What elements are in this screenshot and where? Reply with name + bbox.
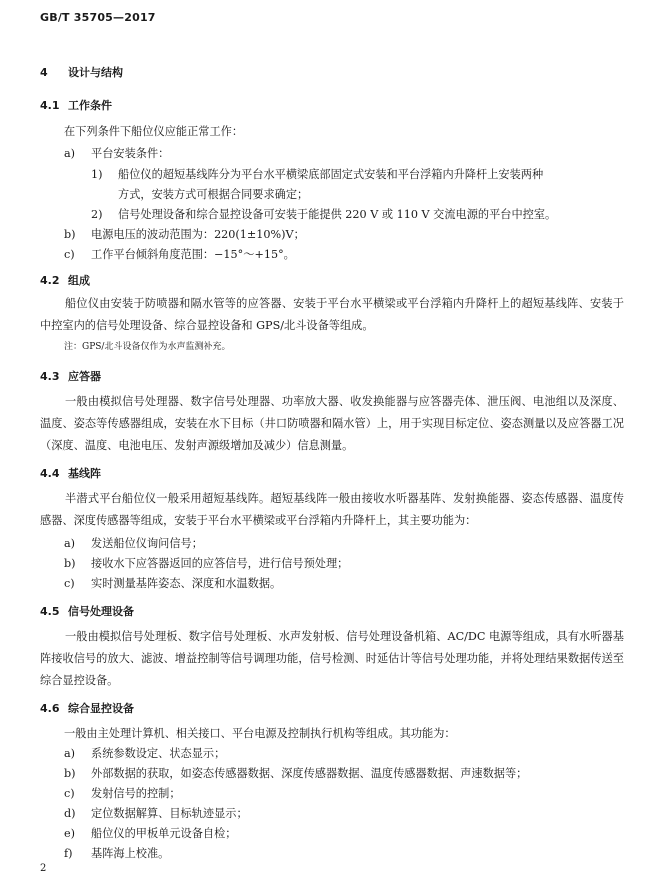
list-text: 系统参数设定、状态显示； xyxy=(91,747,226,760)
list-text: 发射信号的控制； xyxy=(91,787,181,800)
section-title: 信号处理设备 xyxy=(68,605,134,618)
list-marker: 1) xyxy=(91,168,103,181)
s43-paragraph: 一般由模拟信号处理器、数字信号处理器、功率放大器、收发换能器与应答器壳体、泄压阀、电池组以及深度、温度、姿态等传感器组成，安装在水下目标（井口防喷器和隔水管）上，用于实现目标定位、姿态测量以及应答器工况（深度、温度、电池电压、发射声源级增加及减少）信息测量。 xyxy=(40,395,624,452)
section-number: 4 xyxy=(40,66,48,79)
section-4-2-heading xyxy=(40,272,90,288)
section-number: 4.4 xyxy=(40,467,60,480)
s41-item-b xyxy=(64,227,624,243)
s41-item-a2 xyxy=(91,207,556,223)
s46-item xyxy=(64,746,624,762)
section-number: 4.6 xyxy=(40,702,60,715)
list-marker: e) xyxy=(64,827,75,840)
section-title: 工作条件 xyxy=(68,99,112,112)
list-marker: d) xyxy=(64,807,76,820)
list-text: 电源电压的波动范围为：220(1±10%)V； xyxy=(91,228,305,241)
list-marker: b) xyxy=(64,228,76,241)
list-marker: c) xyxy=(64,787,75,800)
list-marker: b) xyxy=(64,767,76,780)
list-text: 平台安装条件： xyxy=(91,147,170,160)
section-4-1-heading xyxy=(40,97,112,113)
list-marker: c) xyxy=(64,248,75,261)
list-marker: a) xyxy=(64,147,76,160)
list-text: 基阵海上校准。 xyxy=(91,847,170,860)
s42-paragraph: 船位仪由安装于防喷器和隔水管等的应答器、安装于平台水平横梁或平台浮箱内升降杆上的超短基线阵、安装于中控室内的信号处理设备、综合显控设备和 GPS/北斗设备等组成。 xyxy=(40,297,624,332)
s45-paragraph: 一般由模拟信号处理板、数字信号处理板、水声发射板、信号处理设备机箱、AC/DC 电源等组成，具有水听器基阵接收信号的放大、滤波、增益控制等信号调理功能，信号检测、时延估计等信号处理功能，并将处理结果数据传送至综合显控设备。 xyxy=(40,630,624,687)
list-text: 接收水下应答器返回的应答信号，进行信号预处理； xyxy=(91,557,349,570)
s44-item xyxy=(64,536,624,552)
s41-item-c xyxy=(64,247,624,263)
section-number: 4.3 xyxy=(40,370,60,383)
section-4-3-heading xyxy=(40,368,101,384)
s44-item xyxy=(64,556,624,572)
s46-item xyxy=(64,846,624,862)
list-text: 实时测量基阵姿态、深度和水温数据。 xyxy=(91,577,282,590)
s46-item xyxy=(64,826,624,842)
list-marker: 2) xyxy=(91,208,103,221)
section-number: 4.5 xyxy=(40,605,60,618)
list-marker: a) xyxy=(64,747,76,760)
section-4-4-heading xyxy=(40,465,101,481)
section-number: 4.2 xyxy=(40,274,60,287)
list-text: 定位数据解算、目标轨迹显示； xyxy=(91,807,248,820)
s46-intro: 一般由主处理计算机、相关接口、平台电源及控制执行机构等组成。其功能为： xyxy=(64,727,456,740)
s41-item-a xyxy=(64,146,624,162)
s46-item xyxy=(64,806,624,822)
s44-paragraph: 半潜式平台船位仪一般采用超短基线阵。超短基线阵一般由接收水听器基阵、发射换能器、姿态传感器、温度传感器、深度传感器等组成，安装于平台水平横梁或平台浮箱内升降杆上，其主要功能为： xyxy=(40,492,624,527)
list-text: 信号处理设备和综合显控设备可安装于能提供 220 V 或 110 V 交流电源的平台中控室。 xyxy=(118,208,557,221)
s41-item-a1-cont: 方式，安装方式可根据合同要求确定； xyxy=(118,188,309,201)
list-text: 船位仪的超短基线阵分为平台水平横梁底部固定式安装和平台浮箱内升降杆上安装两种 xyxy=(118,168,544,181)
s46-item xyxy=(64,786,624,802)
section-title: 基线阵 xyxy=(68,467,101,480)
list-marker: a) xyxy=(64,537,76,550)
list-marker: c) xyxy=(64,577,75,590)
section-4-heading xyxy=(40,64,123,80)
section-title: 综合显控设备 xyxy=(68,702,134,715)
document-header: GB/T 35705—2017 xyxy=(40,11,156,24)
list-marker: f) xyxy=(64,847,73,860)
section-4-6-heading xyxy=(40,700,134,716)
list-text: 船位仪的甲板单元设备自检； xyxy=(91,827,237,840)
s44-item xyxy=(64,576,624,592)
list-text: 外部数据的获取，如姿态传感器数据、深度传感器数据、温度传感器数据、声速数据等； xyxy=(91,767,528,780)
list-text: 工作平台倾斜角度范围：−15°～+15°。 xyxy=(91,248,295,261)
page-number: 2 xyxy=(40,863,47,874)
list-marker: b) xyxy=(64,557,76,570)
section-title: 设计与结构 xyxy=(68,66,123,79)
section-number: 4.1 xyxy=(40,99,60,112)
section-title: 组成 xyxy=(68,274,90,287)
s42-note: 注：GPS/北斗设备仅作为水声监测补充。 xyxy=(64,342,231,352)
s41-intro: 在下列条件下船位仪应能正常工作： xyxy=(64,125,244,138)
section-title: 应答器 xyxy=(68,370,101,383)
list-text: 发送船位仪询问信号； xyxy=(91,537,203,550)
s46-item xyxy=(64,766,624,782)
section-4-5-heading xyxy=(40,603,134,619)
s41-item-a1 xyxy=(91,167,543,183)
